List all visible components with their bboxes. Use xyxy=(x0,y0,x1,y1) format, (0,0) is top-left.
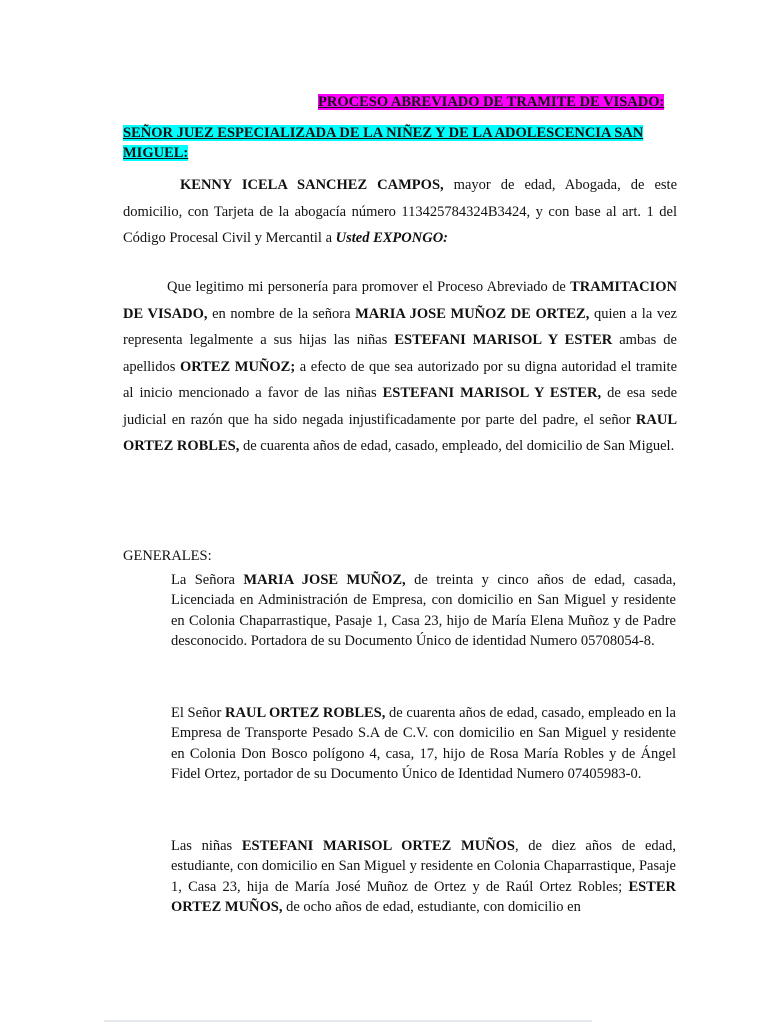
intro-paragraph xyxy=(123,172,677,252)
ninas-text-3: de ocho años de edad, estudiante, con domicilio en xyxy=(282,899,581,916)
generales-ninas xyxy=(171,836,676,918)
generales-label: GENERALES: xyxy=(123,548,212,564)
addressee xyxy=(123,123,678,163)
nina-2-name: ESTER ORTEZ MUÑOS, xyxy=(171,878,676,916)
padre-text-2: de cuarenta años de edad, casado, empleado en la Empresa de Transporte Pesado S.A de C.V. con domicilio en San Miguel y residente en Colonia Don Bosco polígono 4, casa, 17, hijo de Rosa María Robles y de Ángel Fidel Ortez, portador de su Documento Único de Identidad Numero 07405983-0. xyxy=(171,705,676,783)
generales-madre xyxy=(171,570,676,652)
document-title xyxy=(318,93,664,111)
padre-text-1: El Señor xyxy=(171,705,226,721)
intro-text: mayor de edad, Abogada, de este domicilio, con Tarjeta de la abogacía número 113425784324B3424, y con base al art. 1 del Código Procesal Civil y Mercantil a xyxy=(123,177,678,246)
body-text-2: en nombre de la señora xyxy=(207,305,356,322)
body-text-1: Que legitimo mi personería para promover el Proceso Abreviado de xyxy=(167,279,571,295)
page-bottom-divider xyxy=(104,1020,592,1022)
body-text-7: de cuarenta años de edad, casado, empleado, del domicilio de San Miguel. xyxy=(239,438,675,454)
body-bold-5: ESTEFANI MARISOL Y ESTER, xyxy=(382,385,602,401)
expongo-text: Usted EXPONGO: xyxy=(335,230,449,246)
body-paragraph xyxy=(123,274,677,460)
padre-name: RAUL ORTEZ ROBLES, xyxy=(225,705,386,721)
ninas-text-1: Las niñas xyxy=(171,838,242,854)
madre-name: MARIA JOSE MUÑOZ, xyxy=(243,572,406,588)
petitioner-name: KENNY ICELA SANCHEZ CAMPOS, xyxy=(180,177,444,193)
body-text-4: ambas de apellidos xyxy=(123,332,677,375)
body-bold-3: ESTEFANI MARISOL Y ESTER xyxy=(394,332,613,348)
body-bold-1: TRAMITACION DE VISADO, xyxy=(123,279,677,322)
body-bold-2: MARIA JOSE MUÑOZ DE ORTEZ, xyxy=(355,305,590,322)
document-title-text: PROCESO ABREVIADO DE TRAMITE DE VISADO: xyxy=(318,94,665,110)
body-bold-6: RAUL ORTEZ ROBLES, xyxy=(123,411,677,454)
madre-text-2: de treinta y cinco años de edad, casada, Licenciada en Administración de Empresa, con domicilio en San Miguel y residente en Colonia Chaparrastique, Pasaje 1, Casa 23, hijo de María Elena Muñoz y de Padre desconocido. Portadora de su Documento Único de identidad Numero 05708054-8. xyxy=(171,572,676,650)
madre-text-1: La Señora xyxy=(171,572,244,588)
addressee-text: SEÑOR JUEZ ESPECIALIZADA DE LA NIÑEZ Y DE LA ADOLESCENCIA SAN MIGUEL: xyxy=(123,125,644,161)
ninas-text-2: , de diez años de edad, estudiante, con domicilio en San Miguel y residente en Colonia Chaparrastique, Pasaje 1, Casa 23, hija de María José Muñoz de Ortez y de Raúl Ortez Robles; xyxy=(171,838,676,895)
body-text-3: quien a la vez representa legalmente a sus hijas las niñas xyxy=(123,305,677,348)
generales-padre xyxy=(171,703,676,785)
nina-1-name: ESTEFANI MARISOL ORTEZ MUÑOS xyxy=(241,838,515,854)
body-text-5: a efecto de que sea autorizado por su digna autoridad el tramite al inicio mencionado a favor de las niñas xyxy=(123,358,677,401)
body-bold-4: ORTEZ MUÑOZ; xyxy=(179,358,296,375)
body-text-6: de esa sede judicial en razón que ha sido negada injustificadamente por parte del padre, el señor xyxy=(123,385,678,428)
